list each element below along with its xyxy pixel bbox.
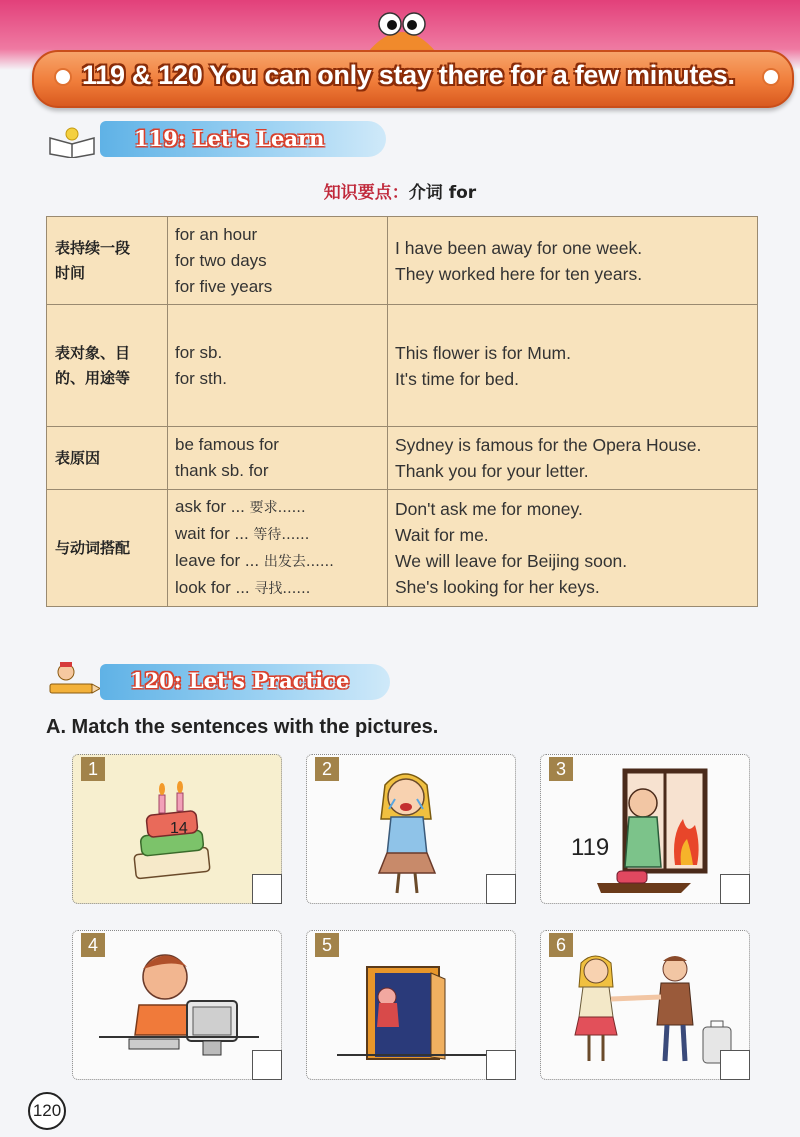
picture-card-1: [72, 754, 282, 904]
card-number: 2: [315, 757, 339, 781]
exercise-instruction: A. Match the sentences with the pictures.: [46, 716, 439, 738]
example-cell: [388, 490, 758, 607]
usage-cell: [47, 217, 168, 305]
picture-card-3: [540, 754, 750, 904]
card-number: 1: [81, 757, 105, 781]
grammar-table: [46, 216, 758, 607]
page-title: 119 & 120 You can only stay there for a few minutes.: [82, 60, 735, 90]
key-point-value: 介词 for: [408, 183, 477, 203]
picture-card-6: [540, 930, 750, 1080]
answer-box[interactable]: [720, 1050, 750, 1080]
table-row: [47, 427, 758, 490]
usage-text: 时间: [55, 263, 86, 282]
card-number: 5: [315, 933, 339, 957]
table-row: [47, 490, 758, 607]
pattern-text: [175, 548, 387, 575]
left-dot-icon: [54, 68, 72, 86]
usage-text: 表原因: [55, 448, 101, 467]
answer-box[interactable]: [486, 1050, 516, 1080]
example-text: Sydney is famous for the Opera House.: [395, 435, 702, 455]
example-text: Thank you for your letter.: [395, 461, 589, 481]
usage-cell: [47, 490, 168, 607]
picture-card-2: [306, 754, 516, 904]
answer-box[interactable]: [252, 1050, 282, 1080]
usage-text: 表持续一段: [55, 238, 131, 257]
example-text: They worked here for ten years.: [395, 263, 643, 284]
pattern-en: ask for ...: [175, 497, 250, 516]
pattern-cell: [168, 217, 388, 305]
picture-card-4: [72, 930, 282, 1080]
right-dot-icon: [762, 68, 780, 86]
page-number: 120: [28, 1092, 66, 1130]
practice-section-title: 120: Let's Practice: [130, 668, 350, 693]
pencil-kid-icon: [44, 660, 100, 700]
pattern-zh: 要求……: [249, 500, 306, 516]
pattern-text: for five years: [175, 276, 273, 296]
usage-text: 的、用途等: [55, 368, 131, 387]
key-point: [0, 178, 800, 203]
cake-number: 14: [170, 820, 188, 837]
example-cell: [388, 217, 758, 305]
usage-cell: [47, 305, 168, 427]
table-row: [47, 305, 758, 427]
learn-section-title: 119: Let's Learn: [134, 126, 325, 151]
example-cell: [388, 305, 758, 427]
example-text: Don't ask me for money.: [395, 499, 583, 519]
pattern-zh: 出发去……: [263, 554, 334, 570]
answer-box[interactable]: [486, 874, 516, 904]
mascot-eyes-icon: [360, 4, 444, 52]
pattern-text: [175, 521, 387, 548]
example-text: It's time for bed.: [395, 368, 519, 389]
key-point-label: 知识要点：: [323, 183, 409, 203]
example-text: She's looking for her keys.: [395, 577, 600, 597]
example-text: I have been away for one week.: [395, 237, 643, 258]
example-cell: [388, 427, 758, 490]
table-row: [47, 217, 758, 305]
answer-box[interactable]: [252, 874, 282, 904]
pattern-en: wait for ...: [175, 524, 254, 543]
pattern-text: [175, 575, 387, 602]
pattern-text: thank sb. for: [175, 461, 269, 480]
open-book-icon: [46, 126, 98, 158]
pattern-text: for an hour: [175, 224, 258, 244]
card-number: 3: [549, 757, 573, 781]
pattern-en: look for ...: [175, 578, 255, 597]
pattern-text: [175, 494, 387, 521]
pattern-zh: 等待……: [253, 527, 310, 543]
answer-box[interactable]: [720, 874, 750, 904]
pattern-en: leave for ...: [175, 551, 264, 570]
example-text: We will leave for Beijing soon.: [395, 551, 628, 571]
pattern-text: for two days: [175, 250, 267, 270]
pattern-cell: [168, 490, 388, 607]
phone-number: 119: [571, 834, 610, 861]
example-text: Wait for me.: [395, 525, 489, 545]
pattern-cell: [168, 305, 388, 427]
pattern-zh: 寻找……: [254, 581, 311, 597]
pattern-text: for sth.: [175, 368, 227, 388]
usage-text: 表对象、目: [55, 343, 131, 362]
pattern-text: be famous for: [175, 435, 279, 454]
card-number: 4: [81, 933, 105, 957]
card-number: 6: [549, 933, 573, 957]
picture-card-5: [306, 930, 516, 1080]
usage-cell: [47, 427, 168, 490]
usage-text: 与动词搭配: [55, 538, 131, 557]
pattern-text: for sb.: [175, 342, 223, 362]
pattern-cell: [168, 427, 388, 490]
example-text: This flower is for Mum.: [395, 342, 571, 363]
